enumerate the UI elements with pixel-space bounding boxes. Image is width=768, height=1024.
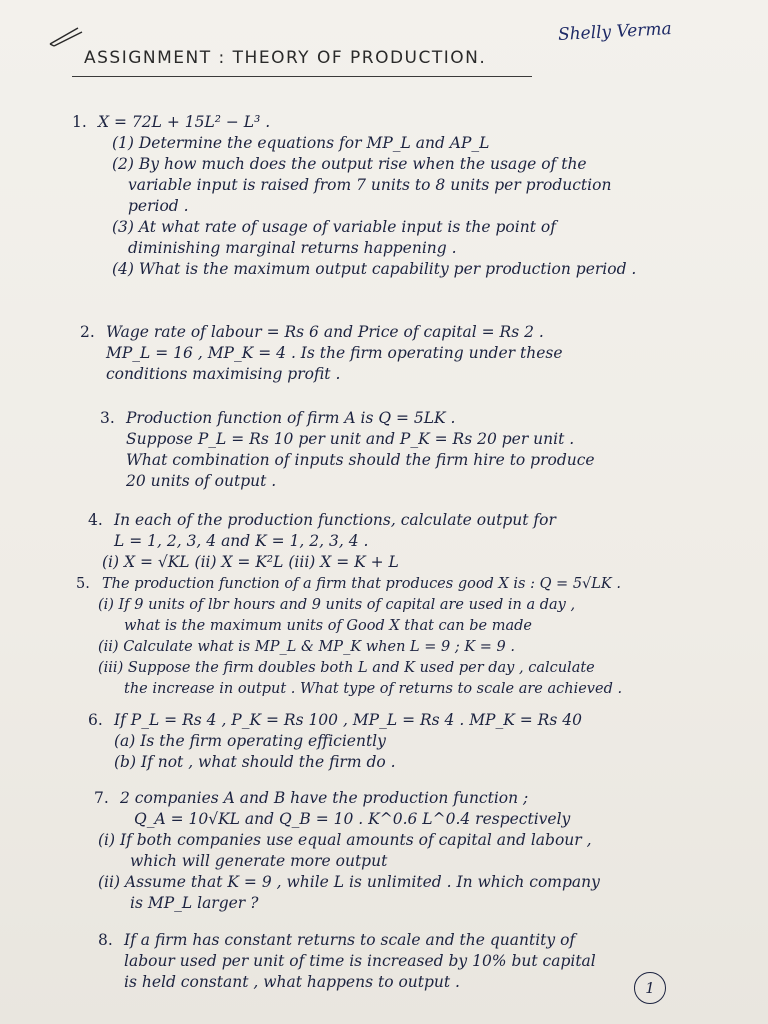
- title-underline: [72, 76, 532, 77]
- question-line: Production function of firm A is Q = 5LK .: [126, 409, 456, 427]
- question-line: which will generate more output: [130, 852, 388, 870]
- page-number: 1: [634, 972, 666, 1004]
- question-number: 7.: [94, 789, 109, 807]
- question-line: L = 1, 2, 3, 4 and K = 1, 2, 3, 4 .: [114, 532, 369, 550]
- question-2: [80, 322, 730, 385]
- question-line: (i) If both companies use equal amounts of capital and labour ,: [98, 831, 592, 849]
- question-7: [94, 788, 744, 914]
- question-line: X = 72L + 15L² − L³ .: [98, 113, 271, 131]
- question-1: [72, 112, 722, 280]
- question-line: is held constant , what happens to output .: [124, 973, 460, 991]
- question-line: (2) By how much does the output rise when the usage of the: [112, 155, 587, 173]
- question-number: 3.: [100, 409, 115, 427]
- question-5: [76, 574, 726, 700]
- question-line: MP_L = 16 , MP_K = 4 . Is the firm operating under these: [106, 344, 563, 362]
- question-line: (1) Determine the equations for MP_L and AP_L: [112, 134, 490, 152]
- question-line: What combination of inputs should the firm hire to produce: [126, 451, 595, 469]
- question-line: (4) What is the maximum output capability per production period .: [112, 260, 637, 278]
- question-line: variable input is raised from 7 units to 8 units per production: [128, 176, 612, 194]
- question-line: labour used per unit of time is increased by 10% but capital: [124, 952, 596, 970]
- question-line: Suppose P_L = Rs 10 per unit and P_K = Rs 20 per unit .: [126, 430, 575, 448]
- author-signature: Shelly Verma: [557, 19, 673, 45]
- pen-mark-icon: [48, 24, 84, 48]
- question-line: The production function of a firm that produces good X is : Q = 5√LK .: [102, 576, 621, 592]
- question-line: (a) Is the firm operating efficiently: [114, 732, 386, 750]
- question-number: 4.: [88, 511, 103, 529]
- question-line: diminishing marginal returns happening .: [128, 239, 457, 257]
- question-3: [100, 408, 750, 492]
- question-line: (i) If 9 units of lbr hours and 9 units of capital are used in a day ,: [98, 597, 576, 613]
- question-number: 8.: [98, 931, 113, 949]
- question-4: [88, 510, 738, 573]
- question-line: (b) If not , what should the firm do .: [114, 753, 396, 771]
- question-line: the increase in output . What type of returns to scale are achieved .: [124, 681, 623, 697]
- question-number: 6.: [88, 711, 103, 729]
- question-line: what is the maximum units of Good X that can be made: [124, 618, 532, 634]
- question-line: If P_L = Rs 4 , P_K = Rs 100 , MP_L = Rs 4 . MP_K = Rs 40: [114, 711, 582, 729]
- page-title: ASSIGNMENT : THEORY OF PRODUCTION.: [84, 48, 487, 68]
- question-line: 2 companies A and B have the production function ;: [120, 789, 529, 807]
- question-line: (i) X = √KL (ii) X = K²L (iii) X = K + L: [102, 553, 399, 571]
- question-6: [88, 710, 738, 773]
- question-line: (3) At what rate of usage of variable input is the point of: [112, 218, 556, 236]
- question-line: (ii) Calculate what is MP_L & MP_K when L = 9 ; K = 9 .: [98, 639, 516, 655]
- question-number: 1.: [72, 113, 87, 131]
- question-line: Wage rate of labour = Rs 6 and Price of capital = Rs 2 .: [106, 323, 544, 341]
- question-line: 20 units of output .: [126, 472, 277, 490]
- question-number: 5.: [76, 576, 90, 592]
- question-line: Q_A = 10√KL and Q_B = 10 . K^0.6 L^0.4 respectively: [134, 810, 571, 828]
- question-line: If a firm has constant returns to scale and the quantity of: [124, 931, 576, 949]
- question-line: (ii) Assume that K = 9 , while L is unlimited . In which company: [98, 873, 600, 891]
- question-number: 2.: [80, 323, 95, 341]
- question-line: period .: [128, 197, 189, 215]
- question-line: conditions maximising profit .: [106, 365, 341, 383]
- question-line: In each of the production functions, calculate output for: [114, 511, 556, 529]
- question-line: (iii) Suppose the firm doubles both L and K used per day , calculate: [98, 660, 595, 676]
- question-line: is MP_L larger ?: [130, 894, 259, 912]
